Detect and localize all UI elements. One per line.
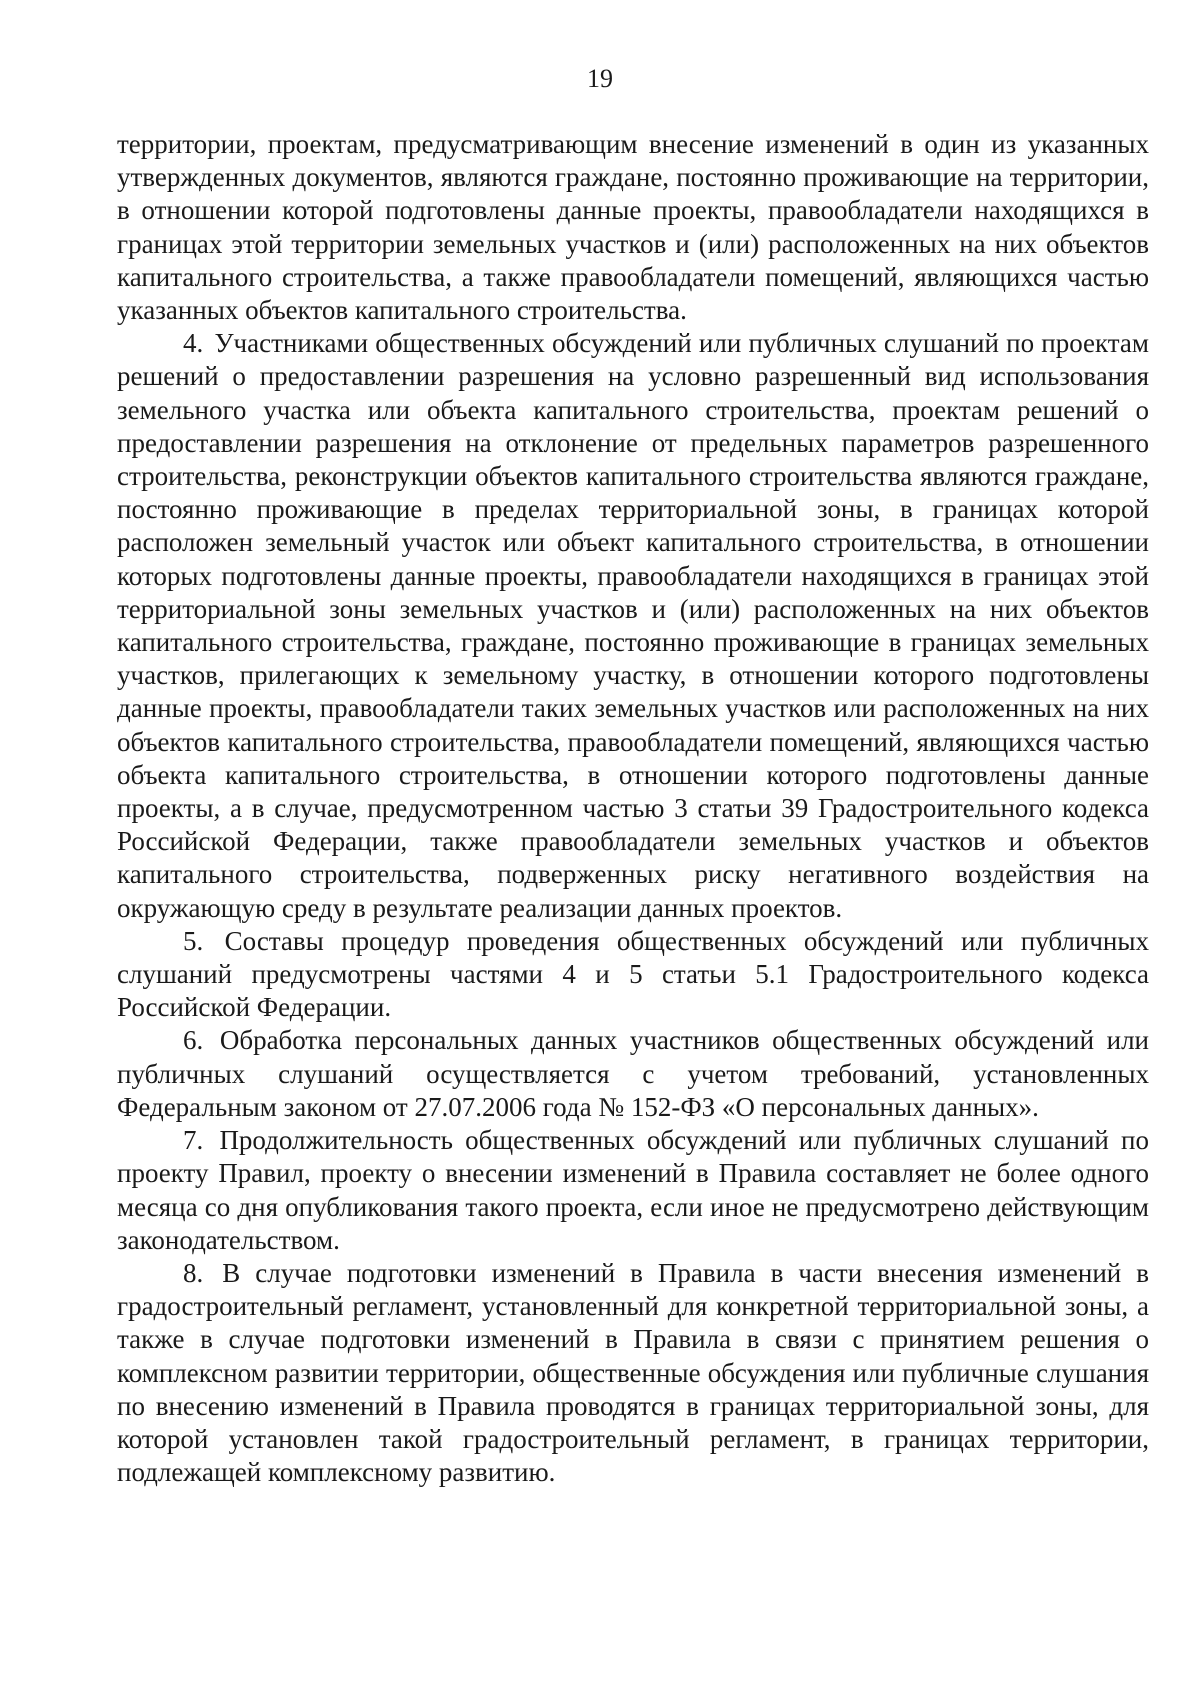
- paragraph-text: В случае подготовки изменений в Правила в части внесения изменений в градостроительный регламент, установленный для конкретной территориальной зоны, а также в случае подготовки изменений в Правила в связи с принятием решения о комплексном развитии территории, общественные обсуждения или публичные слушания по внесению изменений в Правила проводятся в границах территориальной зоны, для которой установлен такой градостроительный регламент, в границах территории, подлежащей комплексному развитию.: [117, 1257, 1150, 1488]
- paragraph-item-6: [117, 1024, 1149, 1124]
- paragraph-number: 8.: [183, 1257, 204, 1288]
- paragraph-text: территории, проектам, предусматривающим внесение изменений в один из указанных утвержденных документов, являются граждане, постоянно проживающие на территории, в отношении которой подготовлены данные проекты, правообладатели находящихся в границах этой территории земельных участков и (или) расположенных на них объектов капитального строительства, а также правообладатели помещений, являющихся частью указанных объектов капитального строительства.: [117, 129, 1149, 326]
- paragraph-number: 5.: [183, 925, 204, 956]
- paragraph-number: 7.: [183, 1125, 204, 1156]
- paragraph-number: 4.: [183, 328, 204, 359]
- paragraph-item-4: [117, 327, 1149, 925]
- page-number: 19: [587, 64, 613, 93]
- paragraph-continuation: [117, 128, 1149, 327]
- paragraph-text: Продолжительность общественных обсуждений или публичных слушаний по проекту Правил, проекту о внесении изменений в Правила составляет не более одного месяца со дня опубликования такого проекта, если иное не предусмотрено действующим законодательством.: [117, 1125, 1149, 1255]
- paragraph-item-8: [117, 1257, 1149, 1489]
- paragraph-item-5: [117, 925, 1149, 1025]
- paragraph-text: Обработка персональных данных участников общественных обсуждений или публичных слушаний осуществляется с учетом требований, установленных Федеральным законом от 27.07.2006 года № 152-ФЗ «О персональных данных».: [117, 1025, 1149, 1122]
- paragraph-text: Составы процедур проведения общественных обсуждений или публичных слушаний предусмотрены частями 4 и 5 статьи 5.1 Градостроительного кодекса Российской Федерации.: [117, 925, 1150, 1023]
- paragraph-text: Участниками общественных обсуждений или публичных слушаний по проектам решений о предоставлении разрешения на условно разрешенный вид использования земельного участка или объекта капитального строительства, проектам решений о предоставлении разрешения на отклонение от предельных параметров разрешенного строительства, реконструкции объектов капитального строительства являются граждане, постоянно проживающие в пределах территориальной зоны, в границах которой расположен земельный участок или объект капитального строительства, в отношении которых подготовлены данные проекты, правообладатели находящихся в границах этой территориальной зоны земельных участков и (или) расположенных на них объектов капитального строительства, граждане, постоянно проживающие в границах земельных участков, прилегающих к земельному участку, в отношении которого подготовлены данные проекты, правообладатели таких земельных участков или расположенных на них объектов капитального строительства, правообладатели помещений, являющихся частью объекта капитального строительства, в отношении которого подготовлены данные проекты, а в случае, предусмотренном частью 3 статьи 39 Градостроительного кодекса Российской Федерации, также правообладатели земельных участков и объектов капитального строительства, подверженных риску негативного воздействия на окружающую среду в результате реализации данных проектов.: [117, 328, 1149, 923]
- paragraph-item-7: [117, 1124, 1149, 1257]
- document-body: [117, 128, 1149, 1489]
- paragraph-number: 6.: [183, 1025, 204, 1056]
